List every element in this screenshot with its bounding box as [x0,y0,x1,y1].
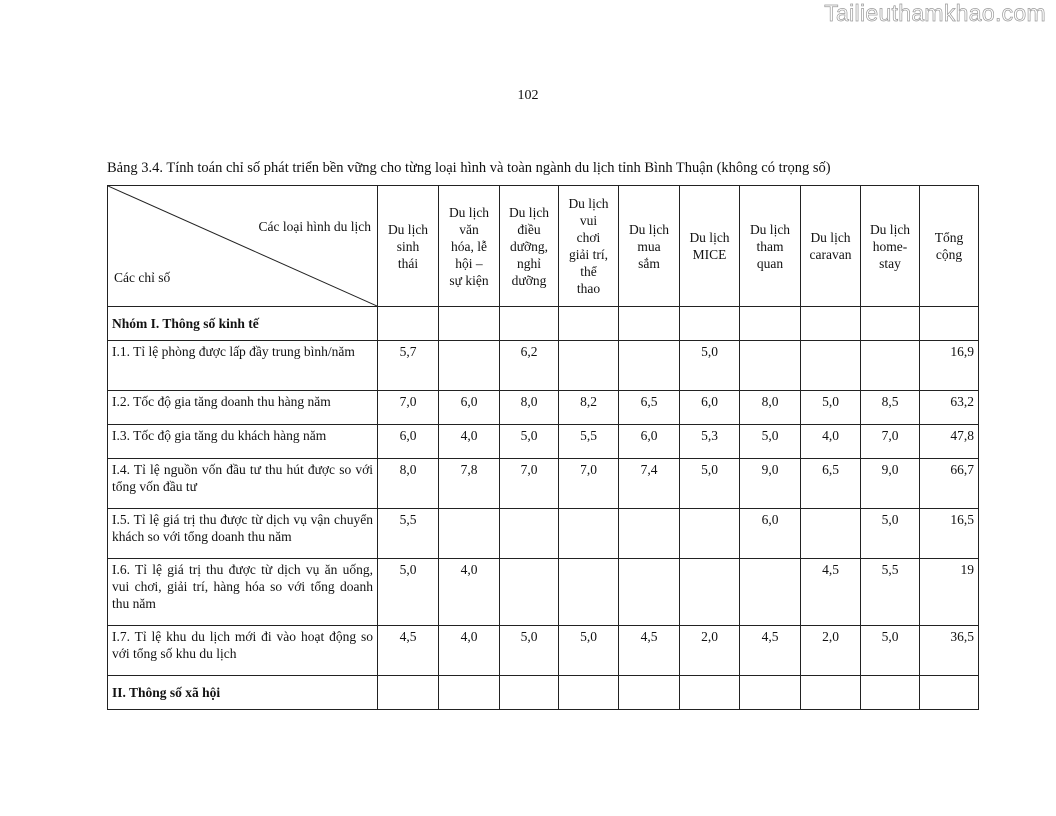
column-header-line: Tổng [934,230,964,245]
value-cell: 4,5 [801,559,861,626]
value-cell: 9,0 [861,459,920,509]
column-header-line: Du lịch [689,230,730,245]
value-cell: 5,0 [680,459,740,509]
value-cell: 7,8 [439,459,500,509]
empty-cell [500,307,559,341]
total-cell: 63,2 [920,391,979,425]
empty-cell [500,676,559,710]
empty-cell [559,676,619,710]
value-cell: 6,0 [439,391,500,425]
group-row [108,676,979,710]
corner-header-cell [108,186,378,307]
value-cell: 5,5 [861,559,920,626]
value-cell: 6,0 [378,425,439,459]
value-cell: 8,5 [861,391,920,425]
value-cell: 4,5 [619,626,680,676]
column-header-line: Du lịch [749,221,791,237]
column-header-line: thái [397,255,419,271]
value-cell: 4,0 [439,559,500,626]
empty-cell [680,307,740,341]
table-row [108,391,979,425]
watermark: Tailieuthamkhao.com [824,0,1046,26]
value-cell [619,559,680,626]
table-caption: Bảng 3.4. Tính toán chỉ số phát triển bền vững cho từng loại hình và toàn ngành du lịch tỉnh Bình Thuận (không có trọng số) [107,160,831,176]
total-cell: 66,7 [920,459,979,509]
total-cell: 16,5 [920,509,979,559]
total-column-header [920,186,979,307]
value-cell [801,509,861,559]
empty-cell [920,307,979,341]
group-title: II. Thông số xã hội [108,676,378,710]
value-cell: 6,0 [740,509,801,559]
column-header [680,186,740,307]
empty-cell [920,676,979,710]
indicator-label: I.1. Tỉ lệ phòng được lấp đầy trung bình/năm [108,341,378,391]
column-header-line: hóa, lễ [451,238,487,254]
column-header [619,186,680,307]
value-cell: 6,5 [619,391,680,425]
value-cell: 7,0 [500,459,559,509]
value-cell [439,509,500,559]
diagonal-divider [108,186,377,306]
column-header-line: thao [576,281,601,296]
corner-bottom-label: Các chỉ số [114,270,171,285]
value-cell: 4,5 [378,626,439,676]
column-header-line: MICE [692,247,727,262]
value-cell: 6,0 [619,425,680,459]
value-cell: 2,0 [801,626,861,676]
empty-cell [740,676,801,710]
empty-cell [378,307,439,341]
column-header-line: điều [517,221,541,237]
value-cell [680,509,740,559]
header-row [108,186,979,307]
indicator-label: I.5. Tỉ lệ giá trị thu được từ dịch vụ vận chuyển khách so với tổng doanh thu năm [108,509,378,559]
column-header-line: chơi [576,230,601,245]
column-header-line: sắm [638,255,660,271]
empty-cell [861,307,920,341]
value-cell: 8,0 [500,391,559,425]
indicator-label: I.7. Tỉ lệ khu du lịch mới đi vào hoạt động so với tổng số khu du lịch [108,626,378,676]
value-cell: 7,4 [619,459,680,509]
column-header-line: home- [872,238,908,254]
value-cell: 5,0 [801,391,861,425]
value-cell [559,509,619,559]
empty-cell [680,676,740,710]
value-cell: 6,5 [801,459,861,509]
value-cell: 8,2 [559,391,619,425]
column-header [378,186,439,307]
column-header-line: sinh [396,238,420,254]
value-cell: 6,2 [500,341,559,391]
empty-cell [619,307,680,341]
empty-cell [439,676,500,710]
table-row [108,509,979,559]
column-header-line: nghỉ [516,255,541,271]
indicator-label: I.3. Tốc độ gia tăng du khách hàng năm [108,425,378,459]
column-header [559,186,619,307]
column-header-line: Du lịch [628,221,670,237]
value-cell [559,559,619,626]
column-header-line: vui [579,213,598,228]
value-cell: 5,0 [500,626,559,676]
column-header-line: caravan [809,247,852,262]
column-header-line: cộng [935,247,963,262]
total-cell: 47,8 [920,425,979,459]
total-cell: 16,9 [920,341,979,391]
empty-cell [559,307,619,341]
empty-cell [378,676,439,710]
value-cell: 5,5 [378,509,439,559]
table-row [108,559,979,626]
column-header-line: Du lịch [448,204,490,220]
empty-cell [439,307,500,341]
value-cell: 7,0 [378,391,439,425]
value-cell: 6,0 [680,391,740,425]
value-cell: 5,3 [680,425,740,459]
total-cell: 19 [920,559,979,626]
column-header-line: Du lịch [508,204,550,220]
empty-cell [619,676,680,710]
column-header-line: thể [580,264,597,279]
column-header-line: sự kiện [449,272,489,288]
table-row [108,341,979,391]
total-cell: 36,5 [920,626,979,676]
value-cell: 4,5 [740,626,801,676]
value-cell [559,341,619,391]
value-cell [740,341,801,391]
column-header-line: stay [879,255,901,271]
column-header [861,186,920,307]
value-cell [619,341,680,391]
value-cell [500,559,559,626]
value-cell: 4,0 [801,425,861,459]
column-header-line: tham [756,238,784,254]
value-cell: 4,0 [439,425,500,459]
column-header [801,186,861,307]
value-cell: 2,0 [680,626,740,676]
column-header-line: Du lịch [568,196,609,211]
value-cell [439,341,500,391]
value-cell: 5,0 [500,425,559,459]
indicator-label: I.6. Tỉ lệ giá trị thu được từ dịch vụ ăn uống, vui chơi, giải trí, hàng hóa so với tổng doanh thu năm [108,559,378,626]
value-cell: 5,0 [740,425,801,459]
indicator-label: I.2. Tốc độ gia tăng doanh thu hàng năm [108,391,378,425]
column-header-line: quan [756,255,784,271]
column-header-line: dưỡng, [509,238,549,254]
table-row [108,459,979,509]
empty-cell [861,676,920,710]
value-cell: 8,0 [740,391,801,425]
group-row [108,307,979,341]
value-cell: 7,0 [559,459,619,509]
page-number: 102 [517,88,539,103]
value-cell: 5,5 [559,425,619,459]
column-header-line: giải trí, [569,247,608,262]
value-cell: 8,0 [378,459,439,509]
corner-top-label: Các loại hình du lịch [258,219,371,234]
value-cell [861,341,920,391]
indicator-table [107,185,979,710]
value-cell: 5,0 [861,626,920,676]
value-cell [680,559,740,626]
empty-cell [801,676,861,710]
value-cell: 5,0 [861,509,920,559]
value-cell: 5,0 [680,341,740,391]
column-header-line: hội – [455,255,483,271]
value-cell: 5,7 [378,341,439,391]
empty-cell [801,307,861,341]
value-cell: 5,0 [378,559,439,626]
column-header [500,186,559,307]
value-cell [500,509,559,559]
value-cell [740,559,801,626]
indicator-label: I.4. Tỉ lệ nguồn vốn đầu tư thu hút được so với tổng vốn đầu tư [108,459,378,509]
column-header-line: Du lịch [387,221,429,237]
column-header-line: văn [459,221,479,237]
value-cell [619,509,680,559]
value-cell [801,341,861,391]
group-title: Nhóm I. Thông số kinh tế [108,307,378,341]
empty-cell [740,307,801,341]
column-header-line: Du lịch [869,221,911,237]
table-row [108,425,979,459]
table-row [108,626,979,676]
column-header [439,186,500,307]
value-cell: 9,0 [740,459,801,509]
value-cell: 7,0 [861,425,920,459]
column-header-line: dưỡng [511,272,547,288]
value-cell: 5,0 [559,626,619,676]
column-header-line: mua [637,238,661,254]
value-cell: 4,0 [439,626,500,676]
column-header-line: Du lịch [810,230,851,245]
column-header [740,186,801,307]
